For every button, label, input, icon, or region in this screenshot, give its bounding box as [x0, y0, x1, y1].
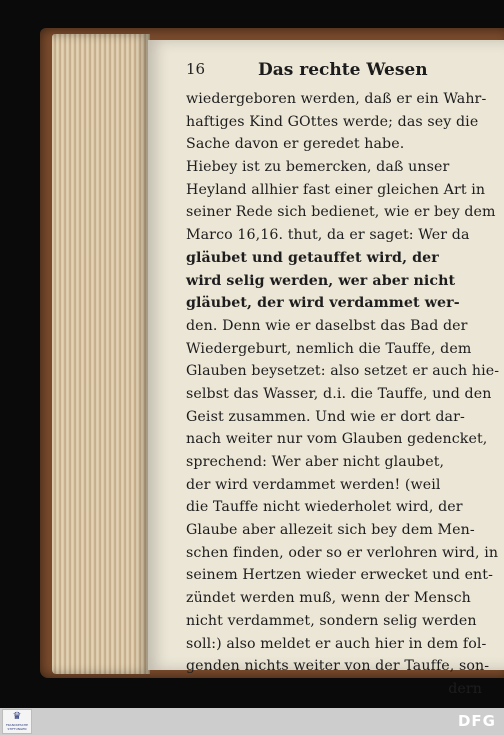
viewer-footer-bar [0, 708, 504, 735]
text-line: gläubet und getauffet wird, der [186, 249, 439, 266]
text-line: gläubet, der wird verdammet wer- [186, 295, 460, 312]
text-line: Heyland allhier fast einer gleichen Art in [186, 181, 486, 198]
text-line: Wiedergeburt, nemlich die Tauffe, dem [186, 340, 472, 357]
text-line: haftiges Kind GOttes werde; das sey die [186, 113, 479, 130]
page-number: 16 [186, 60, 206, 78]
text-line: Geist zusammen. Und wie er dort dar- [186, 408, 465, 425]
dfg-logo[interactable]: DFG [457, 712, 496, 730]
text-line: nicht verdammet, sondern selig werden [186, 612, 477, 629]
text-line: Hiebey ist zu bemercken, daß unser [186, 159, 450, 176]
text-line: Sache davon er geredet habe. [186, 136, 405, 153]
text-line: der wird verdammet werden! (weil [186, 476, 441, 493]
page-header [186, 60, 486, 86]
text-line: die Tauffe nicht wiederholet wird, der [186, 499, 463, 516]
text-line: seinem Hertzen wieder erwecket und ent- [186, 567, 493, 584]
running-title: Das rechte Wesen [258, 60, 428, 80]
text-line: wiedergeboren werden, daß er ein Wahr- [186, 91, 487, 107]
text-line: den. Denn wie er daselbst das Bad der [186, 317, 468, 334]
text-line: Glauben beysetzet: also setzet er auch hie- [186, 363, 500, 380]
text-line: soll:) also meldet er auch hier in dem fol- [186, 635, 487, 652]
body-text [186, 88, 500, 678]
text-line: Glaube aber allezeit sich bey dem Men- [186, 522, 475, 539]
text-line: sprechend: Wer aber nicht glaubet, [186, 454, 445, 470]
text-line: genden nichts weiter von der Tauffe, son- [186, 658, 490, 675]
page-text [186, 60, 500, 701]
page-fore-edge [52, 34, 150, 674]
text-line: nach weiter nur vom Glauben gedencket, [186, 431, 488, 448]
catchword: dern [448, 680, 482, 697]
text-line: seiner Rede sich bedienet, wie er bey dem [186, 204, 496, 221]
text-line: Marco 16,16. thut, da er saget: Wer da [186, 227, 470, 244]
text-line: zündet werden muß, wenn der Mensch [186, 590, 471, 607]
text-line: schen finden, oder so er verlohren wird, in [186, 544, 499, 561]
text-line: wird selig werden, wer aber nicht [186, 272, 456, 289]
franckesche-stiftungen-logo-icon[interactable]: ♛ FRANCKESCHE STIFTUNGEN [2, 709, 32, 734]
text-line: selbst das Wasser, d.i. die Tauffe, und den [186, 385, 492, 402]
